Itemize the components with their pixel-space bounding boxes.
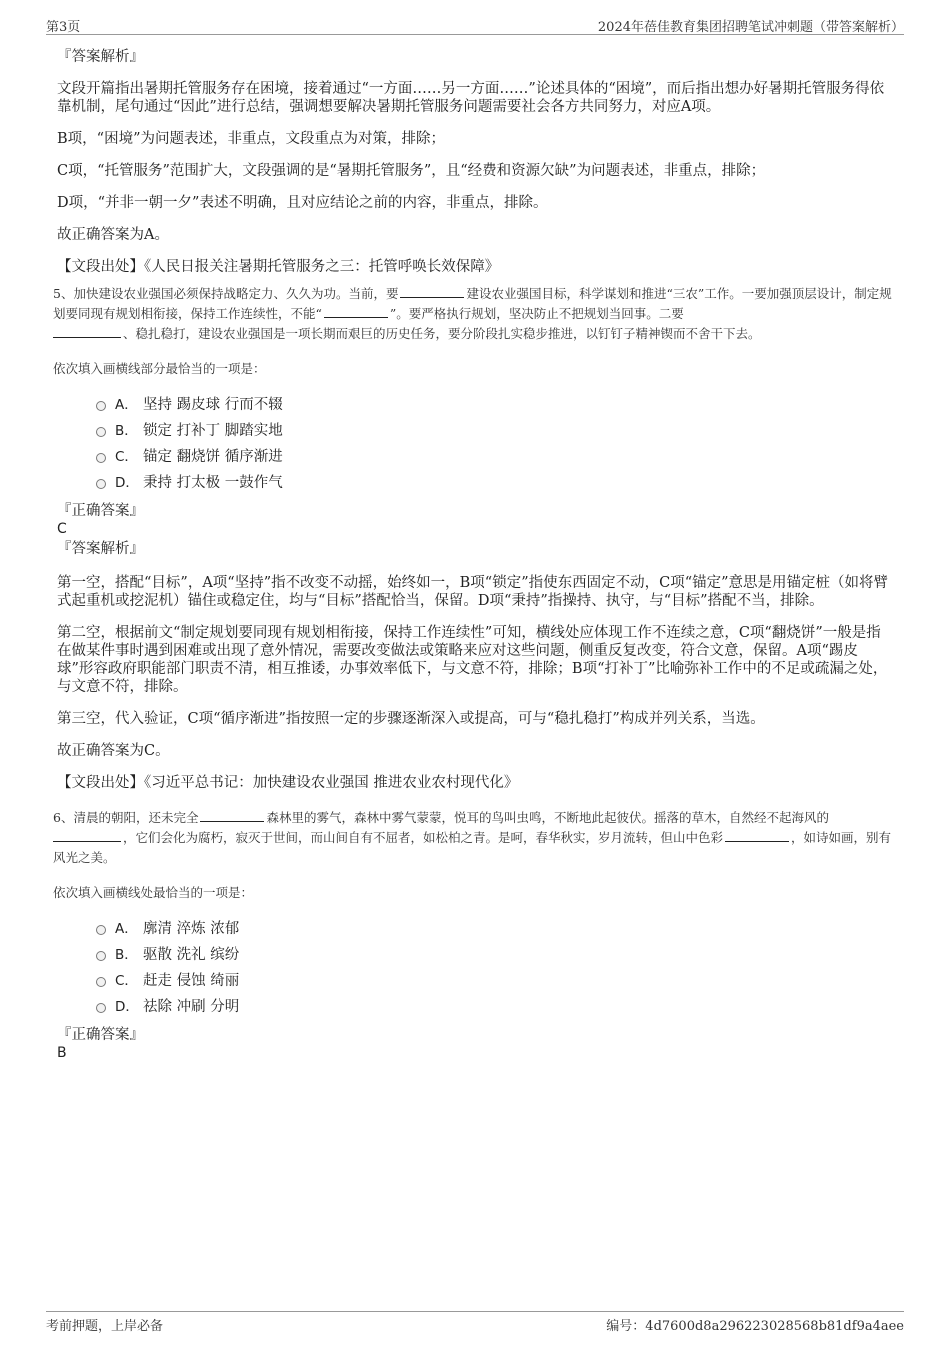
q5-source: 【文段出处】《习近平总书记：加快建设农业强国 推进农业农村现代化》 bbox=[57, 775, 519, 791]
q5-instruction: 依次填入画横线部分最恰当的一项是： bbox=[53, 361, 266, 376]
radio-icon[interactable] bbox=[96, 401, 106, 411]
radio-icon[interactable] bbox=[96, 453, 106, 463]
blank-line bbox=[725, 829, 789, 842]
q5-stem: 5、加快建设农业强国必须保持战略定力、久久为功。当前，要 建设农业强国目标，科学谋划和推进“三农”工作。一要加强顶层设计，制定规划要同现有规划相衔接，保持工作连续性，不能“ ”。要严格执行规划，坚决防止不把规划当回事。二要 、稳扎稳打，建设农业强国是一项长期而艰巨的历史任务，要分阶段扎实稳步推进，以钉钉子精神锲而不舍干下去。 bbox=[53, 286, 892, 341]
radio-icon[interactable] bbox=[96, 479, 106, 489]
page-number: 第3页 bbox=[46, 20, 81, 35]
q4-analysis-p5: 故正确答案为A。 bbox=[57, 227, 169, 243]
q6-option-c[interactable]: C． 赶走 侵蚀 绮丽 bbox=[57, 968, 893, 994]
q5-analysis-p1: 第一空，搭配“目标”，A项“坚持”指不改变不动摇，始终如一，B项“锁定”指使东西固定不动，C项“锚定”意思是用锚定桩（如将臂式起重机或挖泥机）锚住或稳定住，均与“目标”搭配恰当，保留。D项“秉持”指操持、执守，与“目标”搭配不当，排除。 bbox=[57, 575, 889, 609]
q5-option-c[interactable]: C． 锚定 翻烧饼 循序渐进 bbox=[57, 444, 893, 470]
footer-slogan: 考前押题，上岸必备 bbox=[46, 1319, 164, 1334]
blank-line bbox=[53, 829, 121, 842]
q5-analysis-label: 『答案解析』 bbox=[57, 541, 144, 557]
q5-analysis-p4: 故正确答案为C。 bbox=[57, 743, 170, 759]
document-title: 2024年蓓佳教育集团招聘笔试冲刺题（带答案解析） bbox=[597, 20, 904, 35]
page-footer bbox=[46, 1311, 904, 1334]
blank-line bbox=[324, 305, 388, 318]
radio-icon[interactable] bbox=[96, 427, 106, 437]
page-header bbox=[46, 14, 904, 35]
q4-analysis-p1: 文段开篇指出暑期托管服务存在困境，接着通过“一方面……另一方面……”论述具体的“困境”，而后指出想办好暑期托管服务得依靠机制，尾句通过“因此”进行总结，强调想要解决暑期托管服务问题需要社会各方共同努力，对应A项。 bbox=[57, 81, 885, 115]
document-id: 编号：4d7600d8a296223028568b81df9a4aee bbox=[606, 1319, 904, 1334]
document-body bbox=[53, 36, 893, 1062]
radio-icon[interactable] bbox=[96, 1003, 106, 1013]
q6-answer: B bbox=[57, 1045, 67, 1061]
q5-answer-label: 『正确答案』 bbox=[57, 503, 144, 519]
blank-line bbox=[400, 285, 464, 298]
q4-analysis-p2: B项，“困境”为问题表述，非重点，文段重点为对策，排除； bbox=[57, 131, 445, 147]
q5-analysis-p2: 第二空，根据前文“制定规划要同现有规划相衔接，保持工作连续性”可知，横线处应体现工作不连续之意，C项“翻烧饼”一般是指在做某件事时遇到困难或出现了意外情况，需要改变做法或策略来应对这些问题，侧重反复改变，符合文意，保留。A项“踢皮球”形容政府职能部门职责不清，相互推诿，办事效率低下，与文意不符，排除；B项“打补丁”比喻弥补工作中的不足或疏漏之处，与文意不符，排除。 bbox=[57, 625, 888, 695]
q5-option-b[interactable]: B． 锁定 打补丁 脚踏实地 bbox=[57, 418, 893, 444]
q4-analysis-p3: C项，“托管服务”范围扩大，文段强调的是“暑期托管服务”，且“经费和资源欠缺”为问题表述，非重点，排除； bbox=[57, 163, 766, 179]
radio-icon[interactable] bbox=[96, 951, 106, 961]
blank-line bbox=[200, 809, 264, 822]
q6-stem: 6、清晨的朝阳，还未完全 森林里的雾气，森林中雾气蒙蒙，悦耳的鸟叫虫鸣，不断地此起彼伏。摇落的草木，自然经不起海风的 ，它们会化为腐朽，寂灭于世间，而山间自有不屈者，如松柏之青。是呵，春华秋实，岁月流转，但山中色彩 ，如诗如画，别有风光之美。 bbox=[53, 810, 892, 865]
radio-icon[interactable] bbox=[96, 925, 106, 935]
q4-analysis-label: 『答案解析』 bbox=[57, 49, 144, 65]
q5-answer: C bbox=[57, 521, 67, 537]
q4-analysis-p4: D项，“并非一朝一夕”表述不明确，且对应结论之前的内容，非重点，排除。 bbox=[57, 195, 548, 211]
q6-option-d[interactable]: D． 祛除 冲刷 分明 bbox=[57, 994, 893, 1020]
q4-source: 【文段出处】《人民日报关注暑期托管服务之三：托管呼唤长效保障》 bbox=[57, 259, 500, 275]
q6-instruction: 依次填入画横线处最恰当的一项是： bbox=[53, 885, 254, 900]
q6-options bbox=[57, 916, 893, 1020]
q5-option-d[interactable]: D． 秉持 打太极 一鼓作气 bbox=[57, 470, 893, 496]
q5-option-a[interactable]: A． 坚持 踢皮球 行而不辍 bbox=[57, 392, 893, 418]
radio-icon[interactable] bbox=[96, 977, 106, 987]
q5-analysis-p3: 第三空，代入验证，C项“循序渐进”指按照一定的步骤逐渐深入或提高，可与“稳扎稳打”构成并列关系，当选。 bbox=[57, 711, 765, 727]
q5-options bbox=[57, 392, 893, 496]
q6-option-a[interactable]: A． 廓清 淬炼 浓郁 bbox=[57, 916, 893, 942]
q6-option-b[interactable]: B． 驱散 洗礼 缤纷 bbox=[57, 942, 893, 968]
q6-answer-label: 『正确答案』 bbox=[57, 1027, 144, 1043]
blank-line bbox=[53, 325, 121, 338]
